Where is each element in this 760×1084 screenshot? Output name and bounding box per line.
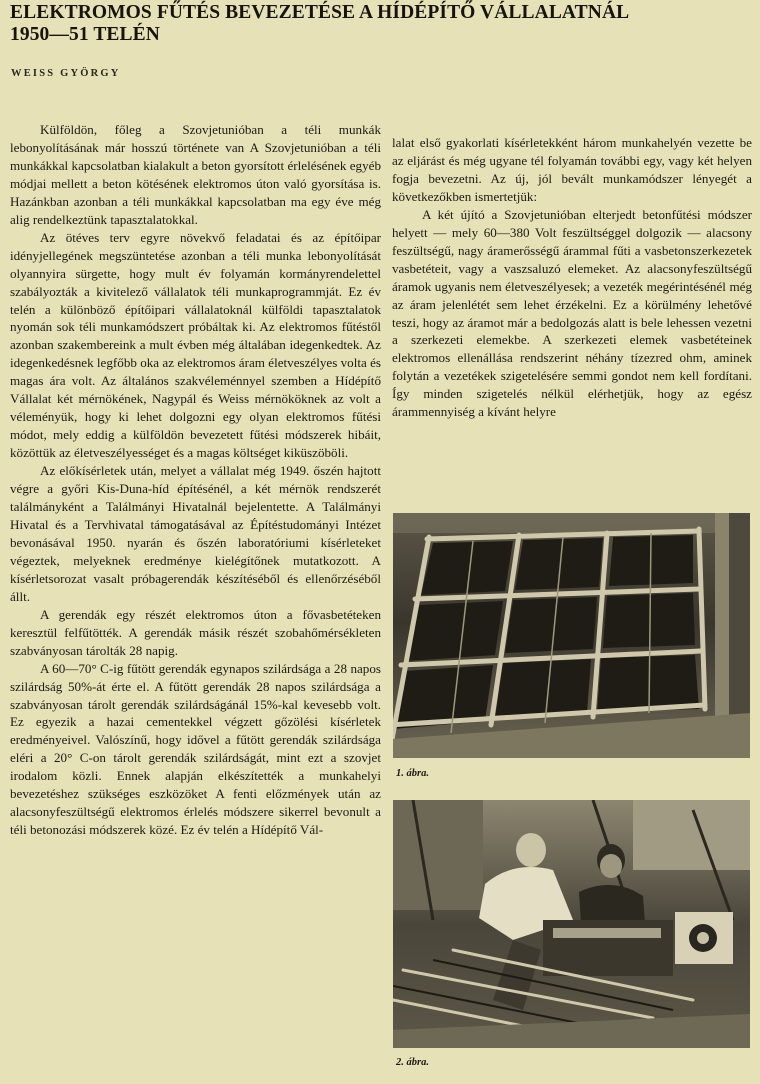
- author-name: WEISS GYÖRGY: [11, 68, 121, 79]
- workers-at-site-image: [393, 800, 750, 1048]
- figure-2-photo: [393, 800, 750, 1048]
- paragraph: A két újító a Szovjetunióban elterjedt betonfűtési módszer helyett — mely 60—380 Volt feszültséggel dolgozik — alacsony feszültségű, nagy áramerősségű árammal fűti a vasbetonszerkezetek vasbetéteit, vagy a vaszsaluzó elemeket. Az alacsonyfeszültségű áramok ugyanis nem életveszélyesek; a vezeték megérintésénél még az áram jelenlétét sem lehet érzékelni. Ez a körülmény lehetővé teszi, hogy az áramot már a bedolgozás alatt is bele lehessen vezetni a szerkezeti elemekbe. A szerkezeti elemek vasbetéteinek elektromos ellenállása rendszerint néhány tízezred ohm, aminek folytán a vezetékek szigetelésére semmi gondot nem kell fordítani. Így minden szigetelés nélkül elérhetjük, hogy az egész árammennyiség a kívánt helyre: [392, 206, 752, 420]
- article-title-line-2: 1950—51 TELÉN: [10, 24, 160, 45]
- paragraph: A 60—70° C-ig fűtött gerendák egynapos szilárdsága a 28 napos szilárdság 50%-át érte el. A fűtött gerendák 28 napos szilárdsága a szabványosan tárolt gerendák szilárdságánál 15%-kal kevesebb volt. Ez egyezik a hazai cementekkel végzett gőzölési kísérletek eredményeivel. Valószínű, hogy idővel a fűtött gerendák szilárdsága eléri a 20° C-on tárolt gerendák szilárdságát, mint ezt a szovjet irodalom közli. Ennek alapján elkészítették a munkahelyi bevezetéshez szükséges eszközöket A fenti előzmények után az alacsonyfeszültségű elektromos érlelés módszere sikerrel bevonult a téli betonozási módszerek közé. Ez év telén a Hídépítő Vál-: [10, 660, 381, 838]
- paragraph: A gerendák egy részét elektromos úton a fővasbetéteken keresztül felfűtötték. A gerendák másik részét szobahőmérsékleten szabványosan tárolták 28 napig.: [10, 606, 381, 658]
- paragraph: Külföldön, főleg a Szovjetunióban a téli munkák lebonyolításának már hosszú története van A Szovjetunióban a téli munkákkal kapcsolatban kialakult a beton gyorsított érlelésének egyéb módjai mellett a beton kötésének elektromos úton való gyorsítása is. Hazánkban azonban a téli munkákkal kapcsolatban ma egy éve még alig rendelkeztünk tapasztalatokkal.: [10, 122, 381, 227]
- figure-1-photo: [393, 513, 750, 758]
- figure-2-caption: 2. ábra.: [396, 1057, 429, 1068]
- figure-1-caption: 1. ábra.: [396, 768, 429, 779]
- right-text-column: [392, 134, 752, 421]
- article-title: [10, 2, 755, 46]
- article-title-line-1: ELEKTROMOS FŰTÉS BEVEZETÉSE A HÍDÉPÍTŐ VÁLLALATNÁL: [10, 2, 630, 23]
- paragraph: Az előkísérletek után, melyet a vállalat még 1949. őszén hajtott végre a győri Kis-Duna-híd építésénél, a két mérnök rendszerét találmányként a Találmányi Hivatalnál bejelentette. A Találmányi Hivatal és a Tervhivatal támogatásával az Építéstudományi Intézet bevonásával 1950. nyarán és őszén laboratóriumi kísérleteket végeztek, melyeknek eredménye kielégítőnek mutatkozott. A kísérletsorozat vasalt próbagerendák készítéséből és ellenőrzéséből állt.: [10, 463, 381, 604]
- reinforcement-grid-image: [393, 513, 750, 758]
- paragraph: Az ötéves terv egyre növekvő feladatai és az építőipar idényjellegének megszüntetése azonban a téli munka lebonyolítását olyannyira sürgette, hogy mult év folyamán kormányrendelettel szabályozták a kivitelező vállalatok téli munkaprogrammját. Ez év telén a különböző építőipari vállalatoknál külföldi tapasztalatok nyomán sok téli munkamódszert próbáltak ki. Az elektromos fűtéstől azonban szakembereink a mult évben még általában idegenkedtek. Az idegenkedésnek legfőbb oka az elektromos áram életveszélyes volta és magas ára volt. Az általános szakvéleménnyel szemben a Hídépítő Vállalat két mérnökének, Nagypál és Weiss mérnököknek az volt a véleményük, hogy ki lehet dolgozni egy olyan elektromos fűtési módot, mely eddig a külföldön bevezetett fűtési módszerek hibáit, közöttük az életveszélyességet és a magas költséget kiküszöböli.: [10, 229, 381, 461]
- left-text-column: [10, 121, 381, 839]
- paragraph: lalat első gyakorlati kísérletekként három munkahelyén vezette be az eljárást és még ugyane tél folyamán további egy, vagy két helyen fogja bevezetni. Az új, jól bevált munkamódszer lényegét a következőkben ismertetjük:: [392, 135, 752, 204]
